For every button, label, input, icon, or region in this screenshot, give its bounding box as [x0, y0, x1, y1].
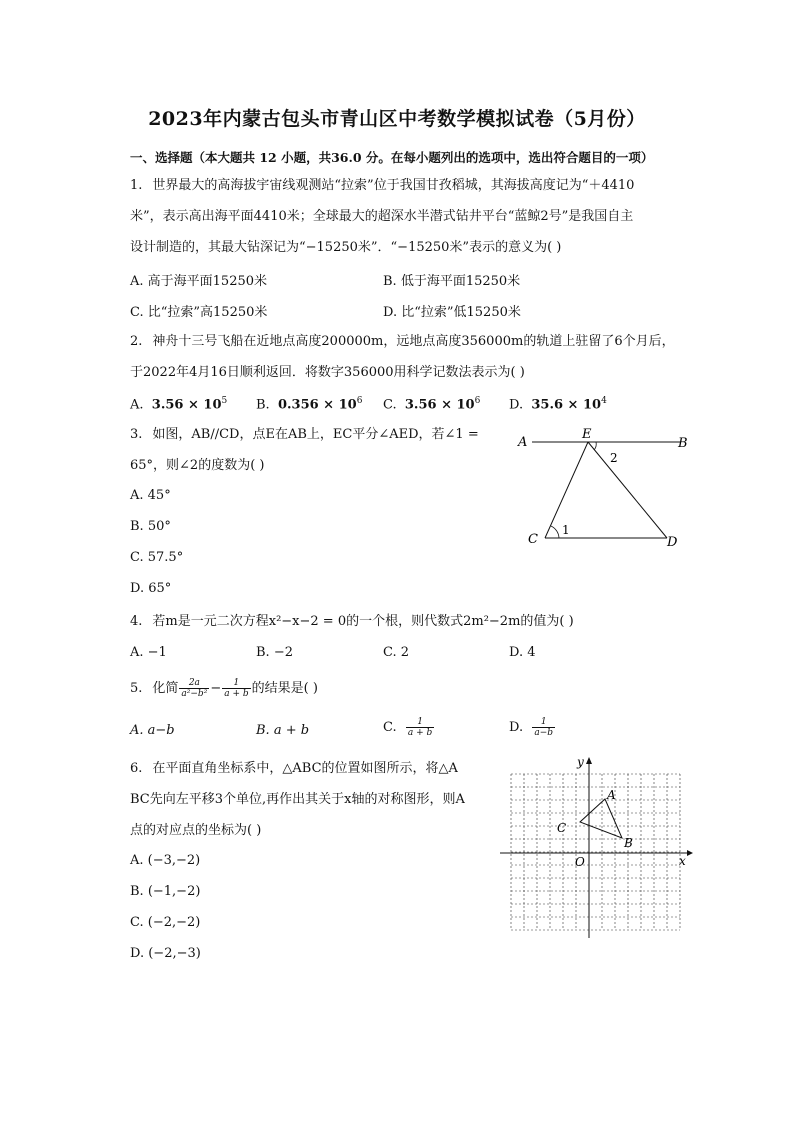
q4-option-d: D. 4: [509, 645, 536, 660]
x-axis-arrow: [687, 850, 693, 856]
angle-1-arc: [551, 526, 559, 538]
line-ed: [588, 442, 667, 538]
fraction-2a-over-a2-b2: $\frac{2a}{\text{a²−b²}}$: [181, 678, 208, 699]
question-2-line2: 于2022年4月16日顺利返回．将数字356000用科学记数法表示为( ): [130, 365, 525, 380]
question-1-line1: 1. 世界最大的高海拔宇宙线观测站“拉索”位于我国甘孜稻城，其海拔高度记为“＋4410: [130, 178, 635, 193]
q3-option-c: C. 57.5°: [130, 550, 184, 565]
q5-option-a: A. a−b: [130, 723, 175, 738]
q3-triangle-figure: [510, 425, 700, 550]
q3-option-b: B. 50°: [130, 519, 171, 534]
label-d: D: [667, 535, 678, 550]
label-angle-1: 1: [562, 523, 570, 537]
label-angle-2: 2: [610, 451, 618, 465]
y-axis-arrow: [586, 757, 592, 764]
question-6-line2: BC先向左平移3个单位,再作出其关于x轴的对称图形，则A: [130, 792, 465, 807]
q1-option-d: D. 比“拉索”低15250米: [383, 305, 521, 320]
label-b: B: [678, 436, 688, 451]
q6-coordinate-grid: [495, 752, 695, 942]
q5-option-b: B. a + b: [256, 723, 310, 738]
q6-option-a: A. (−3,−2): [130, 853, 201, 868]
q6-option-c: C. (−2,−2): [130, 915, 201, 930]
label-e: E: [582, 427, 592, 442]
label-a: A: [607, 788, 616, 802]
label-c: C: [528, 532, 538, 547]
question-1-line3: 设计制造的，其最大钻深记为“−15250米”．“−15250米”表示的意义为( ): [130, 240, 562, 255]
q2-option-c: C. $3.56 \times 10^6$: [383, 396, 481, 413]
label-c: C: [557, 821, 567, 835]
q4-option-a: A. −1: [130, 645, 167, 660]
question-6-line3: 点的对应点的坐标为( ): [130, 823, 262, 838]
q1-option-b: B. 低于海平面15250米: [383, 274, 521, 289]
label-o: O: [575, 855, 585, 869]
q3-option-d: D. 65°: [130, 581, 172, 596]
q6-option-d: D. (−2,−3): [130, 946, 201, 961]
q1-option-a: A. 高于海平面15250米: [130, 274, 268, 289]
section-heading: 一、选择题（本大题共 12 小题，共36.0 分。在每小题列出的选项中，选出符合题目的一项）: [130, 150, 654, 165]
question-4-line1: 4. 若m是一元二次方程x²−x−2 = 0的一个根，则代数式2m²−2m的值为( ): [130, 614, 574, 629]
q6-option-b: B. (−1,−2): [130, 884, 201, 899]
q5-option-c: C. $\frac{1}{a + b}$: [383, 717, 433, 738]
question-1-line2: 米”，表示高出海平面4410米；全球最大的超深水半潜式钻井平台“蓝鲸2号”是我国自主: [130, 209, 634, 224]
grid-lines: [511, 774, 680, 930]
label-y: y: [577, 755, 584, 769]
q3-option-a: A. 45°: [130, 488, 171, 503]
question-6-line1: 6. 在平面直角坐标系中，△ABC的位置如图所示，将△A: [130, 761, 458, 776]
question-2-line1: 2. 神舟十三号飞船在近地点高度200000m，远地点高度356000m的轨道上驻留了6个月后，: [130, 334, 675, 349]
q5-option-d: D. $\frac{1}{a-b}$: [509, 717, 554, 738]
question-3-line2: 65°，则∠2的度数为( ): [130, 458, 265, 473]
page-title: 2023年内蒙古包头市青山区中考数学模拟试卷（5月份）: [148, 108, 646, 130]
q1-option-c: C. 比“拉索”高15250米: [130, 305, 268, 320]
q4-option-b: B. −2: [256, 645, 293, 660]
q4-option-c: C. 2: [383, 645, 410, 660]
triangle-abc: [580, 799, 622, 838]
label-b: B: [624, 836, 633, 850]
label-a: A: [518, 435, 528, 450]
angle-2-arc: [594, 442, 596, 450]
q2-option-a: A. $3.56 \times 10^5$: [130, 396, 228, 413]
question-3-line1: 3. 如图，AB//CD，点E在AB上，EC平分∠AED，若∠1 =: [130, 427, 479, 442]
fraction-1-over-a-plus-b: $\frac{1}{a + b}$: [224, 678, 249, 699]
q2-option-d: D. $35.6 \times 10^4$: [509, 396, 607, 413]
question-5-line1: 5. 化简 $\frac{2a}{\text{a²−b²}}$ − $\frac{1}{a + b}$ 的结果是( ): [130, 678, 318, 699]
q2-option-b: B. $0.356 \times 10^6$: [256, 396, 363, 413]
label-x: x: [679, 854, 686, 868]
